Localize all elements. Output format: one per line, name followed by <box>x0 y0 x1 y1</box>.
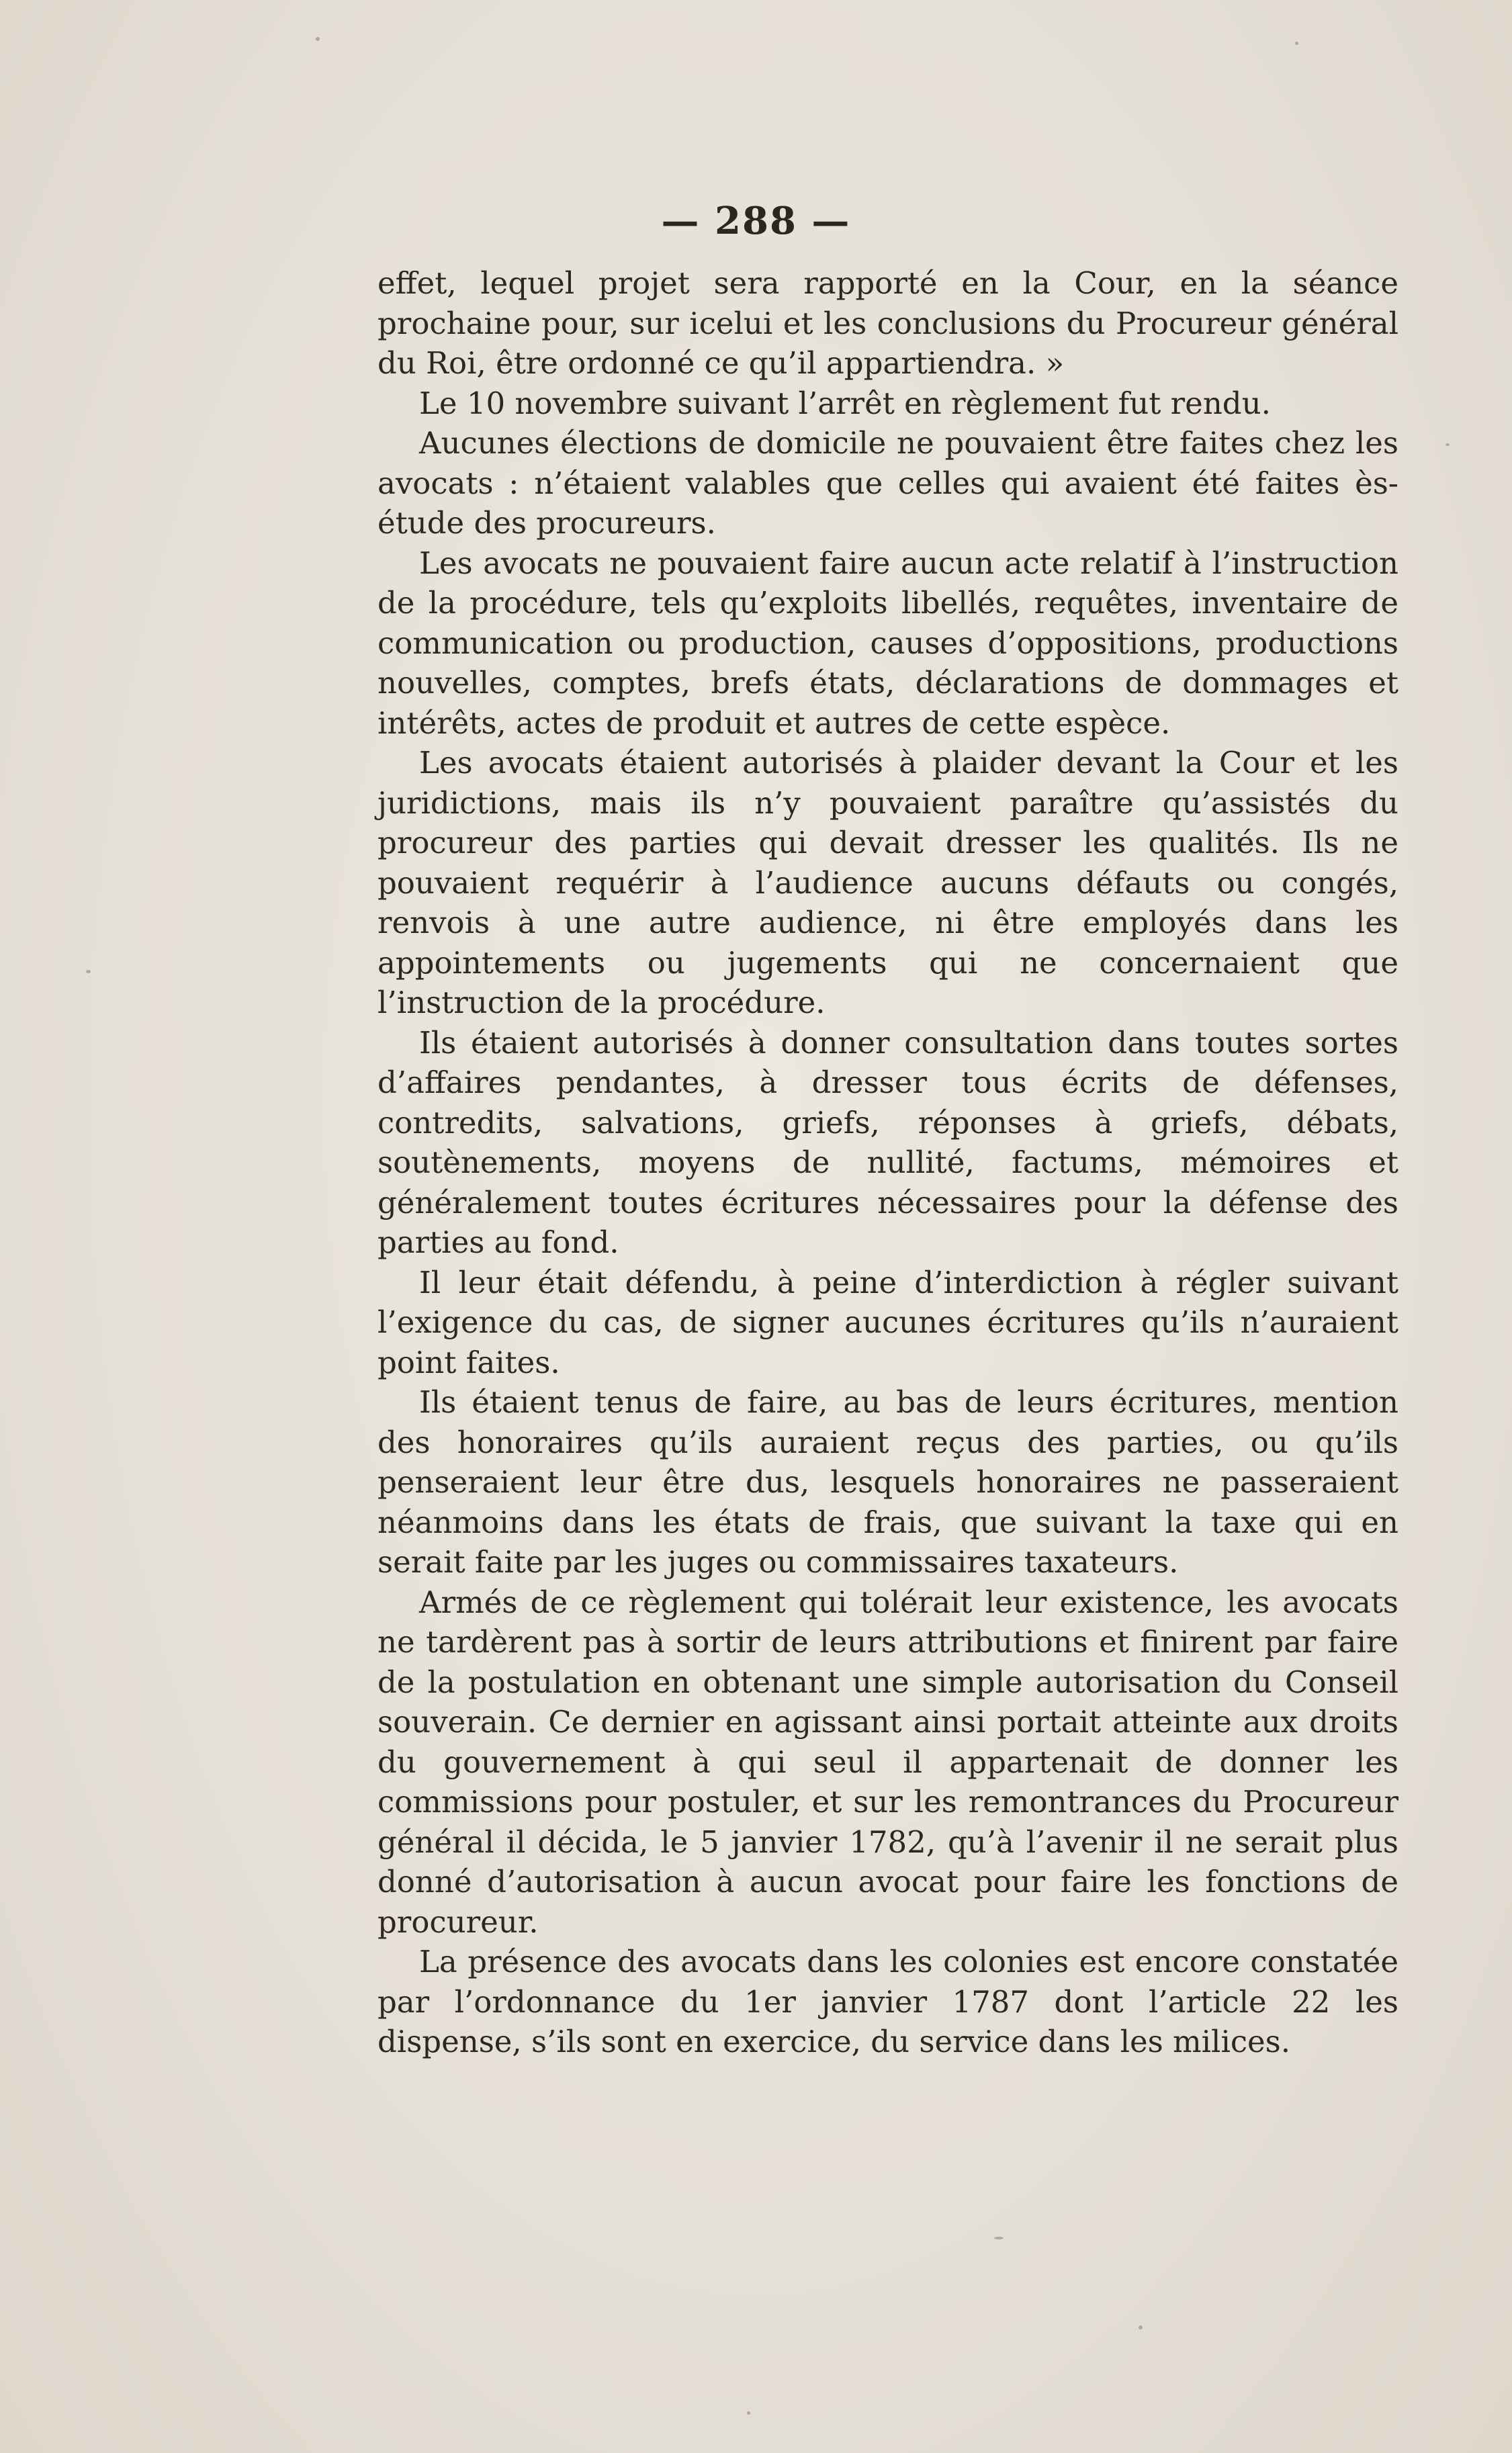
paper-speck <box>316 37 320 41</box>
paragraph: Armés de ce règlement qui tolérait leur existence, les avocats ne tardèrent pas à sortir de leurs attributions et finirent par faire de la postulation en obtenant une simple autorisation du Conseil souverain. Ce dernier en agissant ainsi portait atteinte aux droits du gouvernement à qui seul il appartenait de donner les commissions pour postuler, et sur les remontrances du Procureur général il décida, le 5 janvier 1782, qu’à l’avenir il ne serait plus donné d’autorisation à aucun avocat pour faire les fonctions de procureur. <box>377 1584 1398 1940</box>
paragraph: Le 10 novembre suivant l’arrêt en règlement fut rendu. <box>419 385 1271 421</box>
paper-speck <box>1139 2325 1143 2329</box>
paragraph: Il leur était défendu, à peine d’interdiction à régler suivant l’exigence du cas, de signer aucunes écritures qu’ils n’auraient point faites. <box>377 1264 1398 1380</box>
paragraph: Ils étaient autorisés à donner consultation dans toutes sortes d’affaires pendantes, à dresser tous écrits de défenses, contredits, salvations, griefs, réponses à griefs, débats, soutènements, moyens de nullité, factums, mémoires et généralement toutes écritures nécessaires pour la défense des parties au fond. <box>377 1024 1398 1260</box>
paragraph: Les avocats étaient autorisés à plaider devant la Cour et les juridictions, mais ils n’y pouvaient paraître qu’assistés du procureur des parties qui devait dresser les qualités. Ils ne pouvaient requérir à l’audience aucuns défauts ou congés, renvois à une autre audience, ni être employés dans les appointements ou jugements qui ne concernaient que l’instruction de la procédure. <box>377 745 1398 1020</box>
page-number: — 288 — <box>661 199 851 243</box>
paragraph-continuation: effet, lequel projet sera rapporté en la Cour, en la séance prochaine pour, sur icelui et les conclusions du Procureur général du Roi, être ordonné ce qu’il appartiendra. » <box>377 265 1398 381</box>
paragraph: Ils étaient tenus de faire, au bas de leurs écritures, mention des honoraires qu’ils auraient reçus des parties, ou qu’ils penseraient leur être dus, lesquels honoraires ne passeraient néanmoins dans les états de frais, que suivant la taxe qui en serait faite par les juges ou commissaires taxateurs. <box>377 1384 1398 1580</box>
paragraph: Aucunes élections de domicile ne pouvaient être faites chez les avocats : n’étaient valables que celles qui avaient été faites ès-étude des procureurs. <box>377 425 1398 541</box>
paper-speck <box>994 2237 1004 2239</box>
paper-speck <box>86 970 91 973</box>
paragraph: La présence des avocats dans les colonies est encore constatée par l’ordonnance du 1er janvier 1787 dont l’article 22 les dispense, s’ils sont en exercice, du service dans les milices. <box>377 1944 1398 2059</box>
paper-speck <box>1295 42 1298 45</box>
paper-speck <box>1446 443 1450 446</box>
paragraph: Les avocats ne pouvaient faire aucun acte relatif à l’instruction de la procédure, tels qu’exploits libellés, requêtes, inventaire de communication ou production, causes d’oppositions, productions nouvelles, comptes, brefs états, déclarations de dommages et intérêts, actes de produit et autres de cette espèce. <box>377 545 1398 741</box>
paper-speck <box>747 2411 750 2415</box>
body-text <box>377 263 1398 2062</box>
